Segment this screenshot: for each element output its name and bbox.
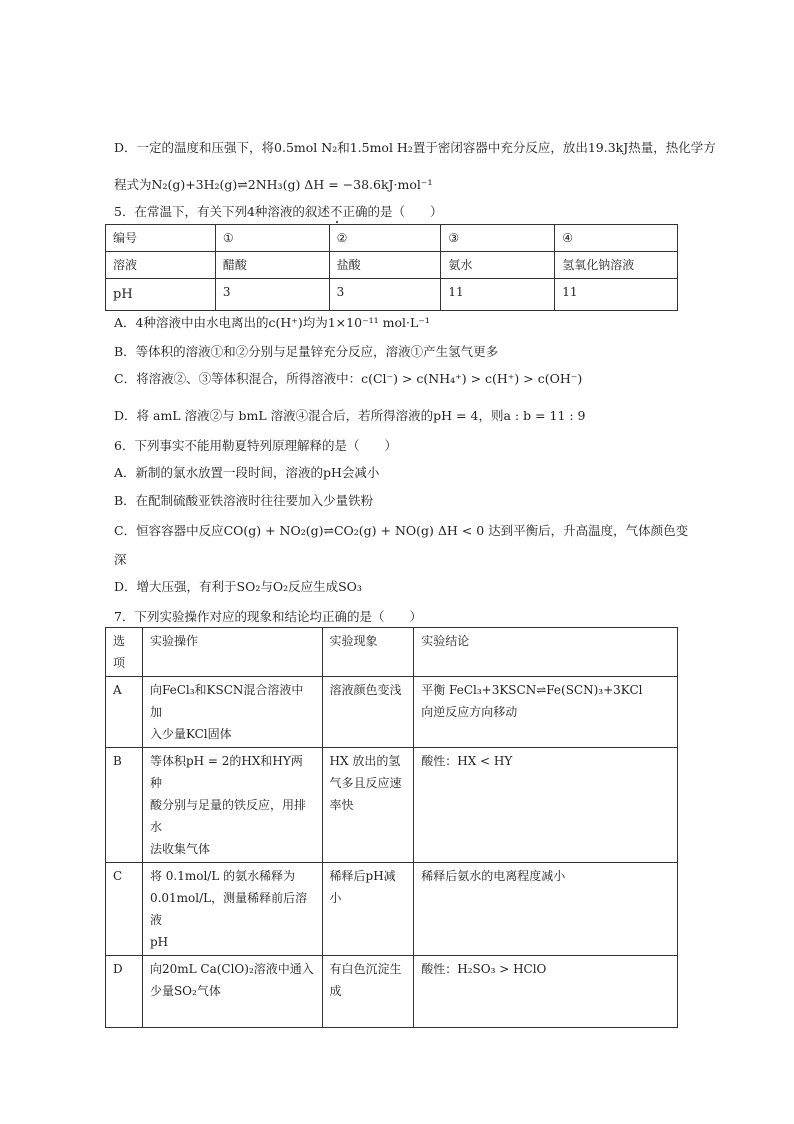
table-row	[106, 956, 678, 1028]
table-cell	[142, 677, 322, 748]
table-row	[106, 225, 678, 252]
cell-line: 法收集气体	[149, 842, 210, 856]
table-cell: 醋酸	[215, 252, 329, 279]
q6-option-c-cont: 深	[114, 552, 127, 567]
table-cell: 11	[441, 279, 555, 311]
table-cell	[322, 677, 414, 748]
item-d-line2: 程式为N₂(g)+3H₂(g)⇌2NH₃(g) ΔH = −38.6kJ·mol⁻¹	[114, 177, 433, 192]
table-cell: pH	[106, 279, 216, 311]
cell-line: HX 放出的氢	[329, 754, 401, 768]
cell-line: 酸性：HX < HY	[421, 754, 513, 768]
table-cell: C	[106, 863, 143, 956]
table-cell: 3	[215, 279, 329, 311]
table-cell: 11	[555, 279, 678, 311]
table-cell: B	[106, 748, 143, 863]
q5-option-a: A．4种溶液中由水电离出的c(H⁺)均为1×10⁻¹¹ mol·L⁻¹	[114, 315, 430, 330]
table-row	[106, 252, 678, 279]
q5-stem-a: 5．在常温下，有关下列4种溶液的叙述	[114, 204, 330, 219]
cell-line: 小	[329, 891, 342, 905]
q7-stem: 7．下列实验操作对应的现象和结论均正确的是（ ）	[114, 609, 422, 624]
table-cell	[142, 956, 322, 1028]
cell-line: 稀释后pH减	[329, 869, 396, 883]
q6-option-d: D．增大压强，有利于SO₂与O₂反应生成SO₃	[114, 579, 362, 594]
table-row	[106, 863, 678, 956]
table-header: ①	[215, 225, 329, 252]
table-cell: 氢氧化钠溶液	[555, 252, 678, 279]
cell-line: 酸性：H₂SO₃ > HClO	[421, 962, 547, 976]
table-header: 选项	[106, 628, 143, 677]
cell-line: 等体积pH = 2的HX和HY两种	[149, 754, 303, 790]
q5-option-b: B．等体积的溶液①和②分别与足量锌充分反应，溶液①产生氢气更多	[114, 344, 499, 359]
cell-line: 将 0.1mol/L 的氨水稀释为	[149, 869, 296, 883]
q6-stem: 6．下列事实不能用勒夏特列原理解释的是（ ）	[114, 438, 397, 453]
table-row	[106, 748, 678, 863]
cell-line: pH	[149, 935, 169, 949]
cell-line: 酸分别与足量的铁反应，用排水	[149, 798, 306, 834]
table-cell: D	[106, 956, 143, 1028]
table-header: ②	[329, 225, 441, 252]
q5-stem-emphasis: 不	[329, 204, 343, 219]
table-row	[106, 628, 678, 677]
table-cell	[414, 748, 678, 863]
cell-line: 成	[329, 984, 342, 998]
table-cell	[142, 748, 322, 863]
cell-line: 平衡 FeCl₃+3KSCN⇌Fe(SCN)₃+3KCl	[421, 683, 643, 697]
cell-line: 向FeCl₃和KSCN混合溶液中加	[149, 683, 304, 719]
table-cell	[142, 863, 322, 956]
q6-option-a: A．新制的氯水放置一段时间，溶液的pH会减小	[114, 465, 380, 480]
table-cell	[322, 956, 414, 1028]
item-d-line1: D．一定的温度和压强下，将0.5mol N₂和1.5mol H₂置于密闭容器中充分反应，放出19.3kJ热量，热化学方	[114, 140, 716, 155]
table-cell: 氨水	[441, 252, 555, 279]
table-cell	[414, 956, 678, 1028]
q6-option-c: C．恒容容器中反应CO(g) + NO₂(g)⇌CO₂(g) + NO(g) ΔH < 0 达到平衡后，升高温度，气体颜色变	[114, 523, 689, 538]
q5-stem-c: 正确的是（ ）	[342, 204, 443, 219]
q5-option-c: C．将溶液②、③等体积混合，所得溶液中：c(Cl⁻) > c(NH₄⁺) > c(H⁺) > c(OH⁻)	[114, 371, 583, 386]
table-row	[106, 677, 678, 748]
table-header: 实验操作	[142, 628, 322, 677]
q5-stem	[114, 203, 442, 221]
table-cell	[322, 863, 414, 956]
table-header: ④	[555, 225, 678, 252]
table-header: ③	[441, 225, 555, 252]
table-cell: 盐酸	[329, 252, 441, 279]
cell-line: 气多且反应速	[329, 776, 402, 790]
table-header: 实验现象	[322, 628, 414, 677]
cell-line: 少量SO₂气体	[149, 984, 221, 998]
q5-table	[105, 224, 678, 311]
table-row	[106, 279, 678, 311]
cell-line: 有白色沉淀生	[329, 962, 402, 976]
table-cell	[322, 748, 414, 863]
q5-option-d: D．将 amL 溶液②与 bmL 溶液④混合后，若所得溶液的pH = 4，则a : b = 11 : 9	[114, 408, 586, 423]
cell-line: 入少量KCl固体	[149, 727, 232, 741]
table-cell: 溶液	[106, 252, 216, 279]
cell-line: 0.01mol/L，测量稀释前后溶液	[149, 891, 308, 927]
table-header: 编号	[106, 225, 216, 252]
q7-table	[105, 627, 678, 1028]
table-cell: 3	[329, 279, 441, 311]
table-cell: A	[106, 677, 143, 748]
table-header: 实验结论	[414, 628, 678, 677]
cell-line: 向逆反应方向移动	[421, 705, 518, 719]
q6-option-b: B．在配制硫酸亚铁溶液时往往要加入少量铁粉	[114, 493, 374, 508]
cell-line: 向20mL Ca(ClO)₂溶液中通入	[149, 962, 314, 976]
cell-line: 率快	[329, 798, 354, 812]
cell-line: 溶液颜色变浅	[329, 683, 402, 697]
cell-line: 稀释后氨水的电离程度减小	[421, 869, 566, 883]
table-cell	[414, 677, 678, 748]
table-cell	[414, 863, 678, 956]
